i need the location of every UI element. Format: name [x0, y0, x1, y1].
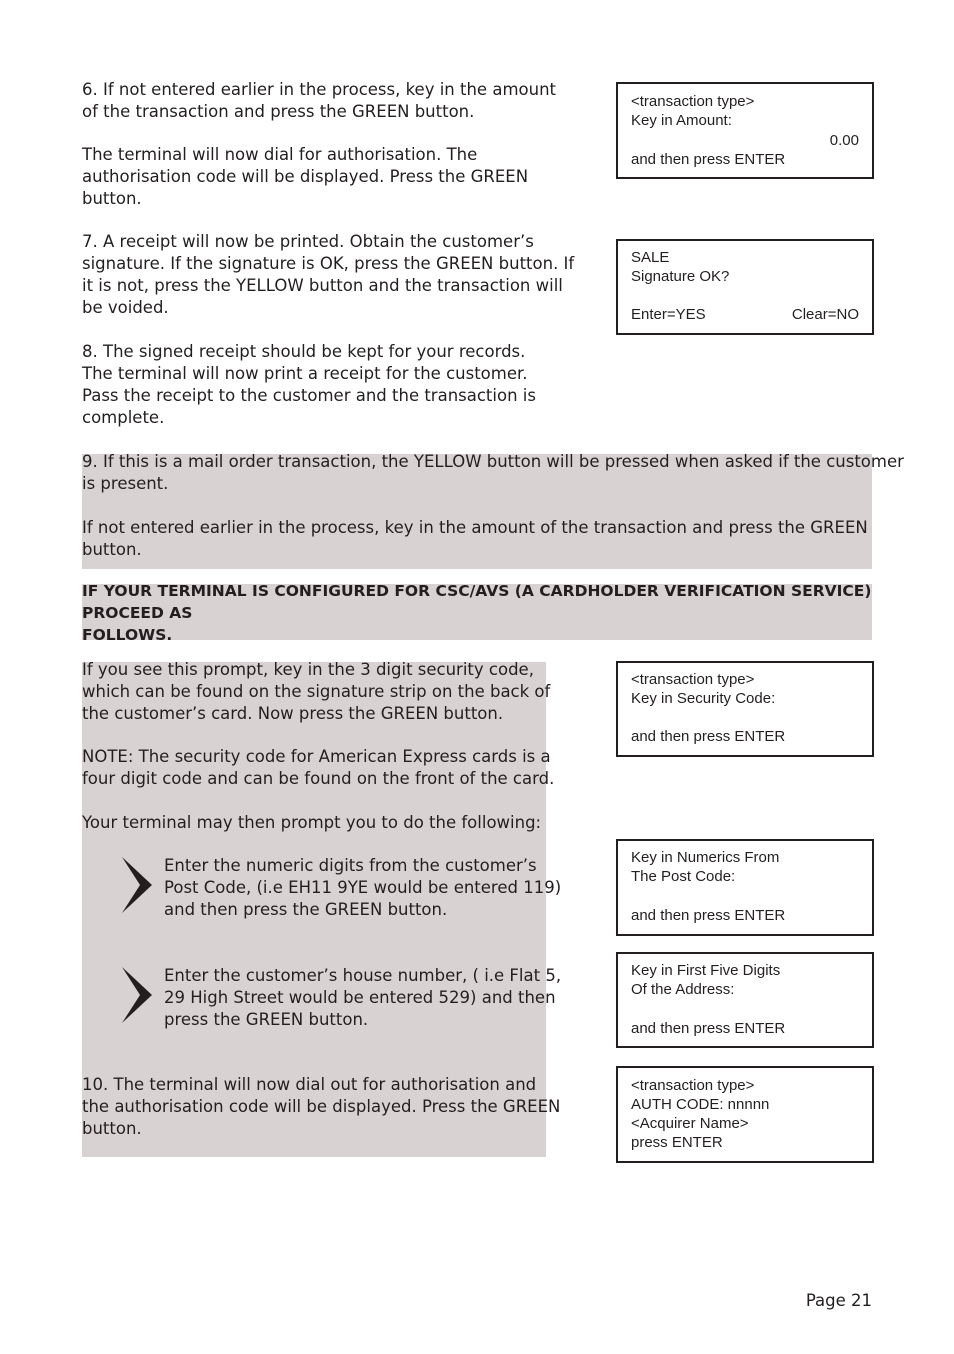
csc-prompt-text: If you see this prompt, key in the 3 digit security code, which can be found on the signature strip on the back of the customer’s card. Now press the GREEN button.: [82, 660, 551, 723]
step-10-text: 10. The terminal will now dial out for authorisation and the authorisation code will be displayed. Press the GREEN button.: [82, 1075, 561, 1138]
note-text: NOTE: The security code for American Express cards is a four digit code and can be found on the front of the card.: [82, 747, 555, 788]
csc-heading: IF YOUR TERMINAL IS CONFIGURED FOR CSC/AVS (A CARDHOLDER VERIFICATION SERVICE) PROCEED AS FOLLOWS.: [82, 582, 872, 644]
screen-line: Of the Address:: [631, 981, 735, 998]
screen-signature: [616, 239, 874, 335]
screen-line: <transaction type>: [631, 1077, 755, 1094]
screen-postcode: [616, 839, 874, 936]
screen-line: Key in First Five Digits: [631, 962, 781, 979]
dial-text: The terminal will now dial for authorisation. The authorisation code will be displayed. Press the GREEN button.: [82, 145, 529, 208]
screen-line: Key in Security Code:: [631, 690, 776, 707]
screen-line: AUTH CODE: nnnnn: [631, 1096, 770, 1113]
bullet-address-text: Enter the customer’s house number, ( i.e Flat 5, 29 High Street would be entered 529) and then press the GREEN button.: [164, 966, 562, 1029]
step-9b-text: If not entered earlier in the process, key in the amount of the transaction and press the GREEN button.: [82, 518, 868, 559]
chevron-right-icon: [120, 965, 154, 1025]
step-7-text: 7. A receipt will now be printed. Obtain the customer’s signature. If the signature is OK, press the GREEN button. If it is not, press the YELLOW button and the transaction will be voided.: [82, 232, 575, 317]
screen-security-code: [616, 661, 874, 757]
screen-line: press ENTER: [631, 1134, 723, 1151]
screen-line: SALE: [631, 249, 670, 266]
step-9-text: 9. If this is a mail order transaction, the YELLOW button will be pressed when asked if the customer is present.: [82, 452, 904, 493]
screen-auth-code: [616, 1066, 874, 1163]
screen-line: and then press ENTER: [631, 907, 786, 924]
screen-line: <Acquirer Name>: [631, 1115, 749, 1132]
clear-no-label: Clear=NO: [791, 306, 859, 323]
screen-line: <transaction type>: [631, 671, 755, 688]
amount-value: 0.00: [829, 132, 859, 149]
step-8-text: 8. The signed receipt should be kept for your records. The terminal will now print a receipt for the customer. Pass the receipt to the customer and the transaction is complete.: [82, 342, 536, 427]
screen-line: Key in Amount:: [631, 112, 732, 129]
chevron-right-icon: [120, 855, 154, 915]
screen-line: and then press ENTER: [631, 1020, 786, 1037]
screen-line: The Post Code:: [631, 868, 736, 885]
screen-line: <transaction type>: [631, 93, 755, 110]
bullet-postcode-text: Enter the numeric digits from the customer’s Post Code, (i.e EH11 9YE would be entered 119) and then press the GREEN button.: [164, 856, 562, 919]
screen-line: and then press ENTER: [631, 151, 786, 168]
may-prompt-text: Your terminal may then prompt you to do the following:: [82, 813, 542, 832]
screen-line: and then press ENTER: [631, 728, 786, 745]
screen-line: Signature OK?: [631, 268, 730, 285]
step-6-text: 6. If not entered earlier in the process, key in the amount of the transaction and press the GREEN button.: [82, 80, 556, 121]
screen-address: [616, 952, 874, 1048]
screen-amount: [616, 82, 874, 179]
screen-line: Key in Numerics From: [631, 849, 780, 866]
page-number: Page 21: [805, 1291, 872, 1310]
enter-yes-label: Enter=YES: [631, 306, 706, 323]
